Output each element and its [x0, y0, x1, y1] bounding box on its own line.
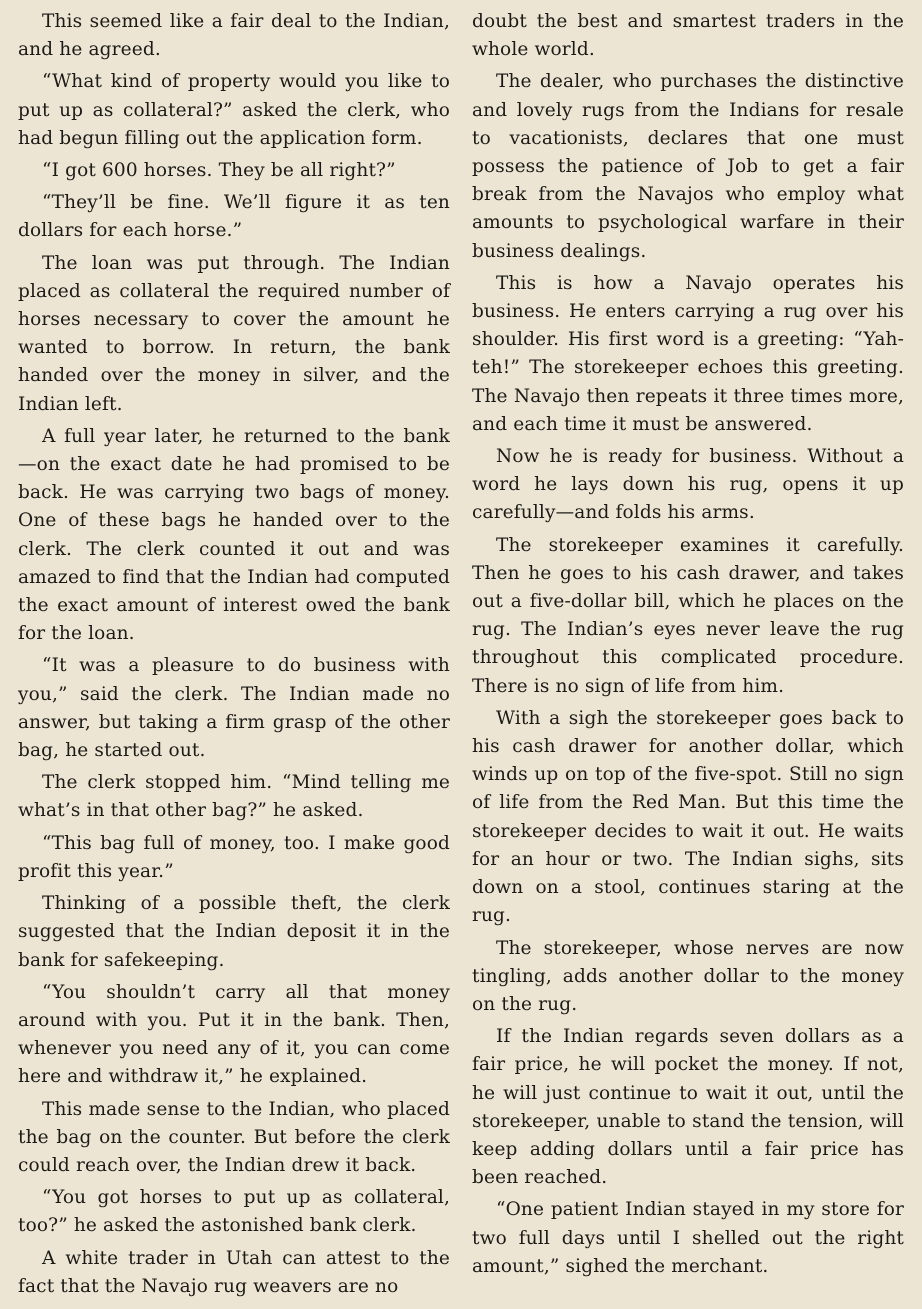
paragraph: This made sense to the Indian, who placed the bag on the counter. But before the clerk could reach over, the Indian drew it back. [18, 1098, 450, 1176]
right-column [472, 8, 904, 1309]
paragraph: “One patient Indian stayed in my store for two full days until I shelled out the right amount,” sighed the merchant. [472, 1199, 904, 1277]
paragraph: The clerk stopped him. “Mind telling me what’s in that other bag?” he asked. [18, 772, 450, 822]
paragraph: The storekeeper examines it carefully. Then he goes to his cash drawer, and takes out a five-dollar bill, which he places on the rug. The Indian’s eyes never leave the rug throughout this complicated procedure. There is no sign of life from him. [472, 534, 904, 697]
paragraph: “It was a pleasure to do business with you,” said the clerk. The Indian made no answer, but taking a firm grasp of the other bag, he started out. [18, 655, 450, 762]
paragraph: “You shouldn’t carry all that money around with you. Put it in the bank. Then, whenever you need any of it, you can come here and withdraw it,” he explained. [18, 981, 450, 1088]
paragraph: Now he is ready for business. Without a word he lays down his rug, opens it up carefully—and folds his arms. [472, 446, 904, 524]
paragraph: This seemed like a fair deal to the Indian, and he agreed. [18, 11, 450, 61]
paragraph: The loan was put through. The Indian placed as collateral the required number of horses necessary to cover the amount he wanted to borrow. In return, the bank handed over the money in silver, and the Indian left. [18, 252, 450, 415]
paragraph: “I got 600 horses. They be all right?” [42, 160, 396, 182]
paragraph: A white trader in Utah can attest to the fact that the Navajo rug weavers are no [18, 1247, 450, 1297]
paragraph: If the Indian regards seven dollars as a fair price, he will pocket the money. If not, he will just continue to wait it out, until the storekeeper, unable to stand the tension, will keep adding dollars until a fair price has been reached. [472, 1026, 904, 1189]
paragraph: The storekeeper, whose nerves are now tingling, adds another dollar to the money on the rug. [472, 937, 904, 1015]
paragraph: A full year later, he returned to the bank —on the exact date he had promised to be back. He was carrying two bags of money. One of these bags he handed over to the clerk. The clerk counted it out and was amazed to find that the Indian had computed the exact amount of interest owed the bank for the loan. [18, 425, 450, 645]
paragraph-continued: doubt the best and smartest traders in the whole world. [472, 11, 904, 61]
paragraph: This is how a Navajo operates his business. He enters carrying a rug over his shoulder. His first word is a greeting: “Yah-teh!” The storekeeper echoes this greeting. The Navajo then repeats it three times more, and each time it must be answered. [472, 272, 904, 435]
paragraph: With a sigh the storekeeper goes back to his cash drawer for another dollar, which winds up on top of the five-spot. Still no sign of life from the Red Man. But this time the storekeeper decides to wait it out. He waits for an hour or two. The Indian sighs, sits down on a stool, continues staring at the rug. [472, 707, 904, 927]
paragraph: “They’ll be fine. We’ll figure it as ten dollars for each horse.” [18, 192, 450, 242]
paragraph: “What kind of property would you like to put up as collateral?” asked the clerk, who had begun filling out the application form. [18, 71, 450, 149]
paragraph: “This bag full of money, too. I make good profit this year.” [18, 832, 450, 882]
left-column [18, 8, 450, 1309]
paragraph: “You got horses to put up as collateral, too?” he asked the astonished bank clerk. [18, 1187, 450, 1237]
paragraph: Thinking of a possible theft, the clerk suggested that the Indian deposit it in the bank for safekeeping. [18, 893, 450, 971]
paragraph: The dealer, who purchases the distinctive and lovely rugs from the Indians for resale to vacationists, declares that one must possess the patience of Job to get a fair break from the Navajos who employ what amounts to psychological warfare in their business dealings. [472, 71, 904, 262]
